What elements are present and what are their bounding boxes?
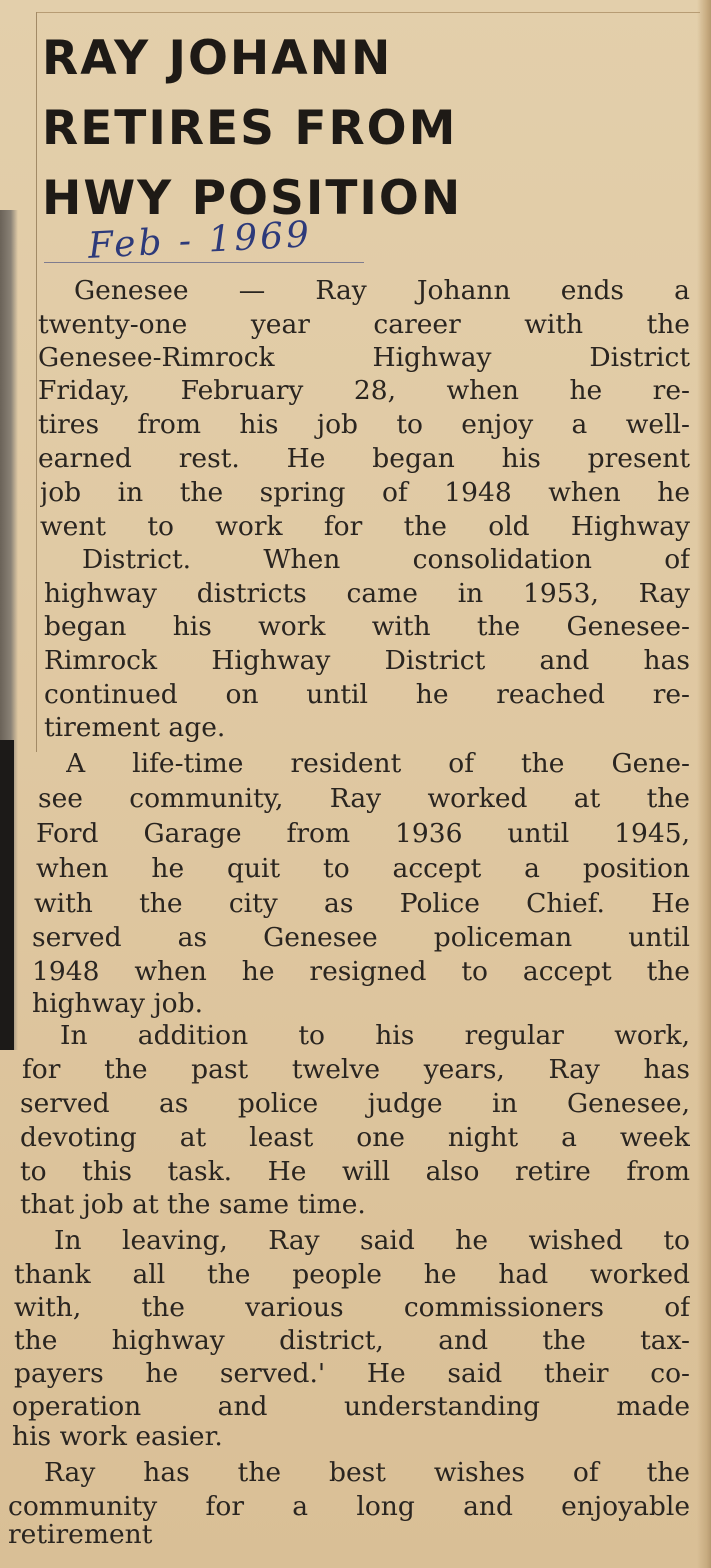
article-line: that job at the same time. (20, 1189, 366, 1220)
article-line: retirement (8, 1519, 153, 1550)
article-line: began his work with the Genesee- (44, 611, 690, 642)
article-line: thank all the people he had worked (14, 1259, 690, 1290)
article-line: twenty-one year career with the (38, 309, 690, 340)
article-line: highway districts came in 1953, Ray (44, 578, 690, 609)
article-line: highway job. (32, 988, 204, 1019)
article-line: Rimrock Highway District and has (44, 645, 690, 676)
article-line: to this task. He will also retire from (20, 1156, 690, 1187)
article-line: devoting at least one night a week (20, 1122, 690, 1153)
article-line: Friday, February 28, when he re- (38, 375, 690, 406)
article-line: served as Genesee policeman until (32, 922, 690, 953)
article-line: In addition to his regular work, (60, 1020, 690, 1051)
article-line: tirement age. (44, 712, 226, 743)
article-line: the highway district, and the tax- (14, 1325, 690, 1356)
headline-line-3: HWY POSITION (42, 171, 463, 226)
article-line: when he quit to accept a position (36, 853, 690, 884)
article-line: Ford Garage from 1936 until 1945, (36, 818, 690, 849)
article-line: A life-time resident of the Gene- (66, 748, 690, 779)
article-line: job in the spring of 1948 when he (40, 477, 690, 508)
article-line: for the past twelve years, Ray has (22, 1054, 690, 1085)
article-body (8, 0, 698, 1568)
headline-line-1: RAY JOHANN (42, 31, 393, 86)
article-line: with the city as Police Chief. He (34, 888, 690, 919)
article-line: earned rest. He began his present (38, 443, 690, 474)
headline-line-2: RETIRES FROM (42, 101, 458, 156)
article-line: served as police judge in Genesee, (20, 1088, 690, 1119)
article-line: see community, Ray worked at the (38, 783, 690, 814)
article-line: District. When consolidation of (82, 544, 690, 575)
article-line: Ray has the best wishes of the (44, 1457, 690, 1488)
right-edge-shadow (697, 0, 711, 1568)
article-line: payers he served.' He said their co- (14, 1358, 690, 1389)
article-line: his work easier. (12, 1421, 223, 1452)
article-line: Genesee-Rimrock Highway District (38, 342, 690, 373)
article-line: Genesee — Ray Johann ends a (74, 275, 690, 306)
article-line: In leaving, Ray said he wished to (54, 1225, 690, 1256)
handwritten-date: Feb - 1969 (87, 214, 313, 267)
article-line: community for a long and enjoyable (8, 1491, 690, 1522)
article-line: operation and understanding made (12, 1391, 690, 1422)
article-line: 1948 when he resigned to accept the (32, 956, 690, 987)
article-line: continued on until he reached re- (44, 679, 690, 710)
article-line: tires from his job to enjoy a well- (38, 409, 690, 440)
article-line: went to work for the old Highway (40, 511, 690, 542)
article-line: with, the various commissioners of (14, 1292, 690, 1323)
